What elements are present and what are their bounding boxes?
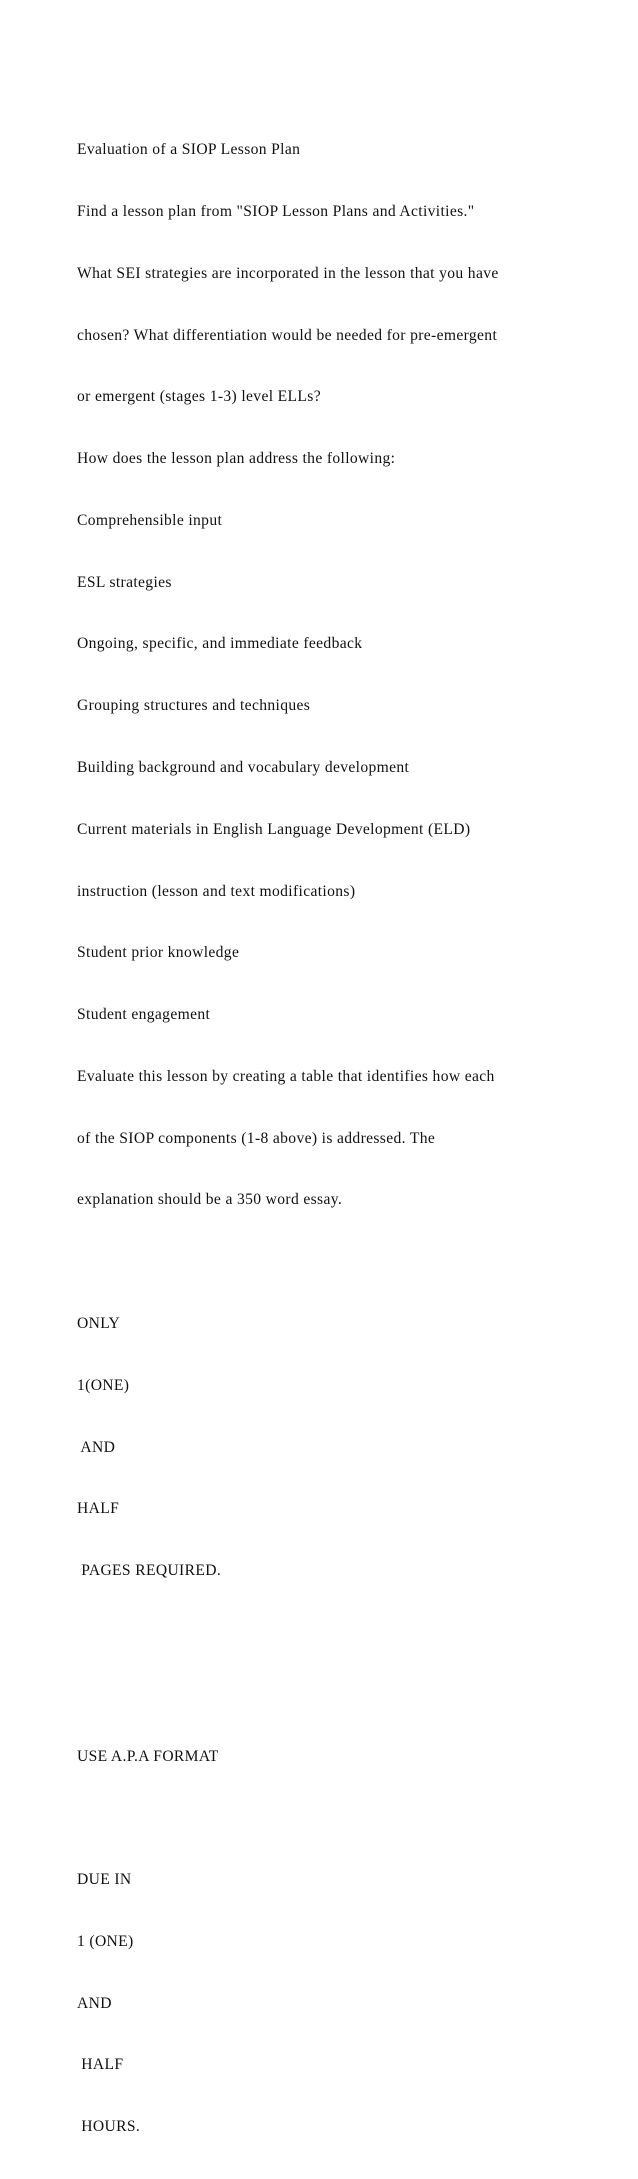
requirement-line: ONLY: [77, 1315, 121, 1333]
document-text: [77, 99, 617, 2179]
requirement-line: PAGES REQUIRED.: [77, 1562, 222, 1580]
component-item: instruction (lesson and text modifications): [77, 882, 356, 900]
component-item: Student prior knowledge: [77, 944, 240, 962]
text-line: or emergent (stages 1-3) level ELLs?: [77, 388, 321, 406]
text-line: Evaluate this lesson by creating a table that identifies how each: [77, 1067, 495, 1085]
text-line: How does the lesson plan address the following:: [77, 450, 396, 468]
text-line: Find a lesson plan from "SIOP Lesson Plans and Activities.": [77, 202, 475, 220]
component-item: Comprehensible input: [77, 511, 223, 529]
document-title: Evaluation of a SIOP Lesson Plan: [77, 141, 301, 159]
text-line: of the SIOP components (1-8 above) is addressed. The: [77, 1129, 436, 1147]
component-item: ESL strategies: [77, 573, 172, 591]
component-item: Current materials in English Language Development (ELD): [77, 820, 471, 838]
component-item: Ongoing, specific, and immediate feedback: [77, 635, 363, 653]
format-line: USE A.P.A FORMAT: [77, 1747, 219, 1765]
requirement-line: 1(ONE): [77, 1376, 130, 1394]
deadline-line: DUE IN: [77, 1871, 132, 1889]
blank-line: [77, 1685, 617, 1706]
deadline-line: 1 (ONE): [77, 1932, 134, 1950]
text-line: chosen? What differentiation would be needed for pre-emergent: [77, 326, 498, 344]
text-line: explanation should be a 350 word essay.: [77, 1191, 343, 1209]
blank-line: [77, 1808, 617, 1829]
deadline-line: AND: [77, 1994, 112, 2012]
component-item: Building background and vocabulary development: [77, 759, 410, 776]
requirement-line: HALF: [77, 1500, 120, 1518]
text-line: What SEI strategies are incorporated in the lesson that you have: [77, 264, 499, 282]
component-item: Grouping structures and techniques: [77, 697, 311, 715]
component-item: Student engagement: [77, 1006, 211, 1024]
deadline-line: HOURS.: [77, 2118, 141, 2136]
deadline-line: HALF: [77, 2056, 124, 2074]
blank-line: [77, 1252, 617, 1273]
blank-line: [77, 1623, 617, 1644]
requirement-line: AND: [77, 1438, 116, 1456]
